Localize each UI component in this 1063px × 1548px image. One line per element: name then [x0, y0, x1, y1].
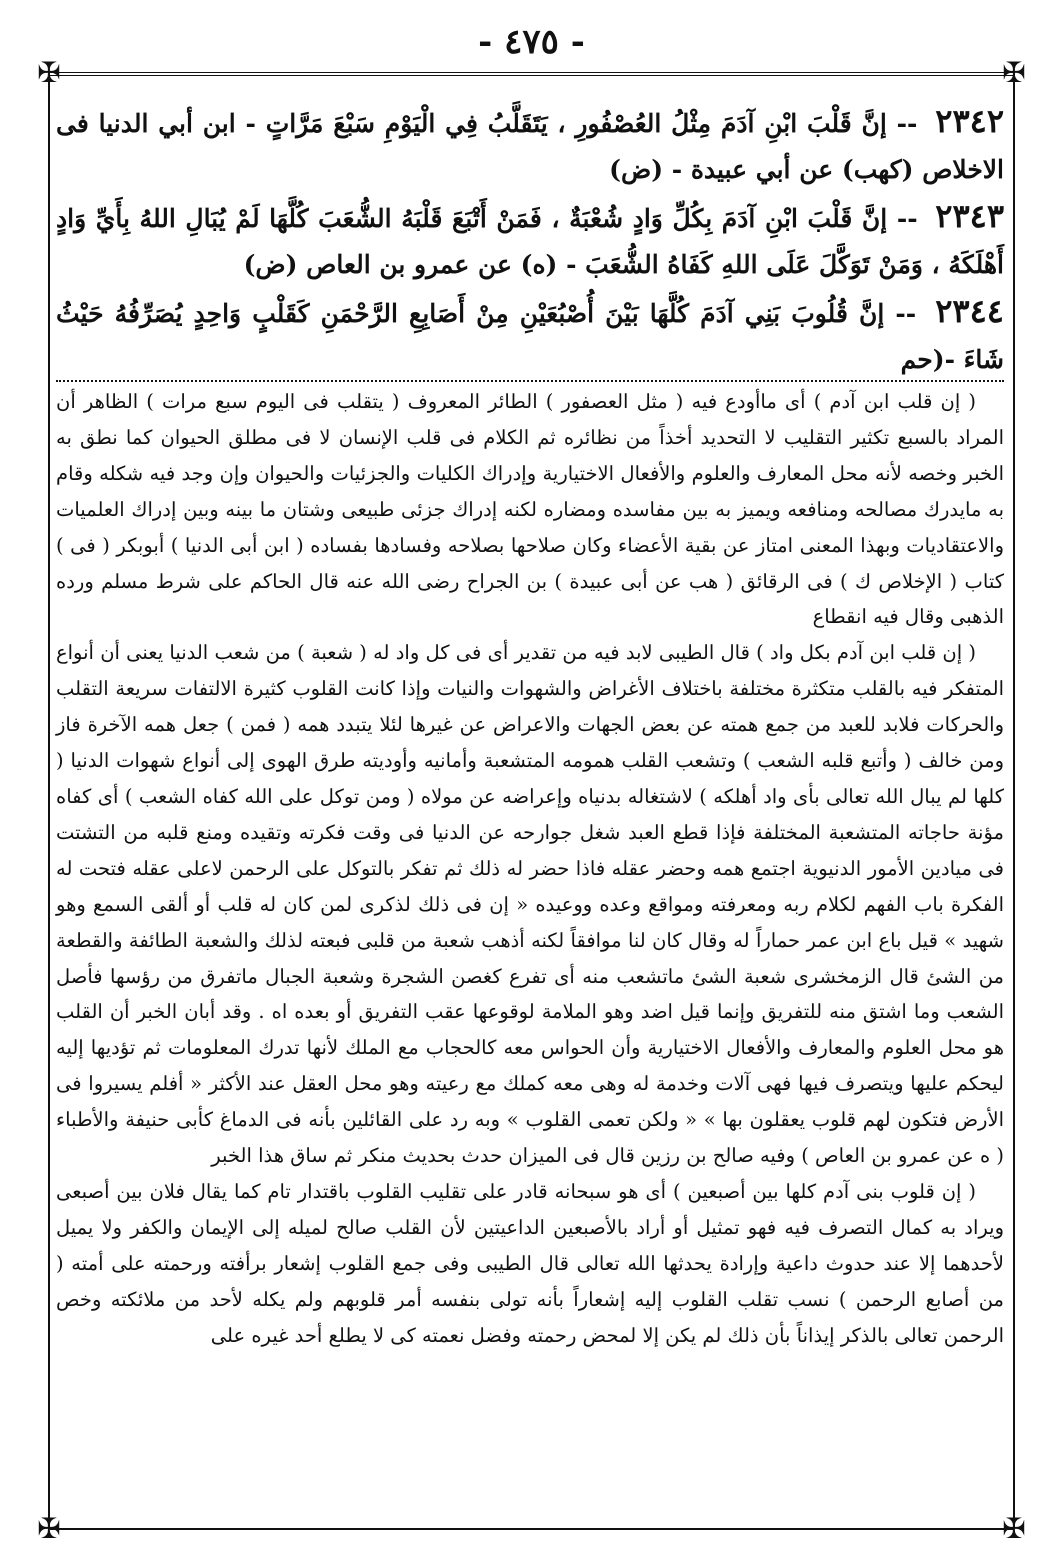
hadith-number: ٢٣٤٢ [935, 102, 1004, 140]
commentary [56, 384, 1004, 1353]
hadith-entry [56, 288, 1004, 383]
corner-ornament-icon: ✠ [1002, 56, 1026, 89]
hadith-text: -- إنَّ قَلْبَ ابْنِ آدَمَ مِثْلُ العُصْفُورِ ، يَتَقَلَّبُ فِي الْيَوْمِ سَبْعَ مَرَّاتٍ - ابن أبي الدنيا فى الاخلاص (كهب) عن أبي عبيدة - (ض) [56, 109, 1004, 184]
hadith-number: ٢٣٤٣ [935, 197, 1004, 235]
commentary-paragraph: ( إن قلب ابن آدم بكل واد ) قال الطيبى لابد فيه من تقدير أى فى كل واد له ( شعبة ) من شعب الدنيا يعنى أن أنواع المتفكر فيه بالقلب متكثرة مختلفة باختلاف الأغراض والشهوات والنيات وإذا كانت القلوب كثيرة الالتفات سريعة التقلب والحركات فلابد للعبد من جمع همته عن بعض الجهات والاعراض عن غيرها لئلا يتبدد همه ( فمن ) جعل همه الآخرة فاز ومن خالف ( وأتبع قلبه الشعب ) وتشعب القلب همومه المتشعبة وأمانيه وأوديته طرق الهوى إلى أنواع شهوات الدنيا ( كلها لم يبال الله تعالى بأى واد أهلكه ) لاشتغاله بدنياه وإعراضه عن مولاه ( ومن توكل على الله كفاه الشعب ) أى كفاه مؤنة حاجاته المتشعبة المختلفة فإذا قطع العبد شغل جوارحه عن الدنيا فى وقت فكرته وتقيده ومنع قلبه من التشتت فى ميادين الأمور الدنيوية اجتمع همه وحضر عقله فاذا حضر له ذلك ثم تفكر بالتوكل على الرحمن لاعلى عقله فتحت له الفكرة باب الفهم لكلام ربه ومعرفته ومواقع وعده ووعيده « إن فى ذلك لذكرى لمن كان له قلب أو ألقى السمع وهو شهيد » قيل باع ابن عمر حماراً له وقال كان لنا موافقاً لكنه أذهب شعبة من قلبى فبعته لذلك والشعبة الطائفة والقطعة من الشئ قال الزمخشرى شعبة الشئ ماتشعب منه أى تفرع كغصن الشجرة وشعبة الجبال ماتفرق من رؤسها فأصل الشعب وما اشتق منه للتفريق وإنما قيل اضد وهو الملامة لوقوعها عقب التفريق أو بعده اه . وقد أبان الخبر أن القلب هو محل العلوم والمعارف والأفعال الاختيارية وأن الحواس معه كالحجاب مع الملك لأنها تدرك المعلومات ثم تؤديها إليه ليحكم عليها ويتصرف فيها فهى آلات وخدمة له وهى معه كملك مع رعيته وهو محل العقل عند الأكثر « أفلم يسيروا فى الأرض فتكون لهم قلوب يعقلون بها » « ولكن تعمى القلوب » وبه رد على القائلين بأنه فى الدماغ كأبى حنيفة والأطباء ( ه عن عمرو بن العاص ) وفيه صالح بن رزين قال فى الميزان حدث بحديث منكر ثم ساق هذا الخبر [56, 641, 1004, 1168]
corner-ornament-icon: ✠ [1002, 1512, 1026, 1545]
top-border [50, 72, 1013, 76]
hadith-text: -- إنَّ قَلْبَ ابْنِ آدَمَ بِكُلِّ وَادٍ شُعْبَةٌ ، فَمَنْ أَتْبَعَ قَلْبَهُ الشُّعَبَ كُلَّهَا لَمْ يُبَالِ اللهُ بِأَيِّ وَادٍ أَهْلَكَهُ ، وَمَنْ تَوَكَّلَ عَلَى اللهِ كَفَاهُ الشُّعَبَ - (ه) عن عمرو بن العاص (ض) [56, 204, 1004, 279]
corner-ornament-icon: ✠ [37, 1512, 61, 1545]
bottom-border [50, 1528, 1013, 1530]
page-number: - ٤٧٥ - [478, 22, 585, 62]
commentary-paragraph: ( إن قلوب بنى آدم كلها بين أصبعين ) أى هو سبحانه قادر على تقليب القلوب باقتدار تام كما يقال فلان بين أصبعى ويراد به كمال التصرف فيه فهو تمثيل أو أراد بالأصبعين الداعيتين لأن القلب صالح لميله إلى الإيمان والكفر ولا يميل لأحدهما إلا عند حدوث داعية وإرادة يحدثها الله تعالى قال الطيبى وفى جمع القلوب إشعار برأفته ورحمته على أمته ( من أصابع الرحمن ) نسب تقلب القلوب إليه إشعاراً بأنه تولى بنفسه أمر قلوبهم ولم يكله لأحد من ملائكته وخص الرحمن تعالى بالذكر إيذاناً بأن ذلك لم يكن إلا لمحض رحمته وفضل نعمته كى لا يطلع أحد غيره على [56, 1179, 1005, 1347]
commentary-paragraph: ( إن قلب ابن آدم ) أى ماأودع فيه ( مثل العصفور ) الطائر المعروف ( يتقلب فى اليوم سبع مرات ) الظاهر أن المراد بالسبع تكثير التقليب لا التحديد أخذاً من نظائره ثم الكلام فى قلب الإنسان لا فى مطلق الحيوان كما نطق به الخبر وخصه لأنه محل المعارف والعلوم والأفعال الاختيارية وإدراك الكليات والجزئيات والحيوان وإن وجد فيه شكله وقام به مايدرك مصالحه ومنافعه ويميز به بين مفاسده ومضاره لكنه إدراك جزئى طبيعى وشتان ما بينه وبين إدراك العلميات والاعتقاديات وبهذا المعنى امتاز عن بقية الأعضاء وكان صلاحها بصلاحه وفسادها بفساده ( ابن أبى الدنيا ) أبوبكر ( فى ) كتاب ( الإخلاص ك ) فى الرقائق ( هب عن أبى عبيدة ) بن الجراح رضى الله عنه قال الحاكم على شرط مسلم ورده الذهبى وقال فيه انقطاع [56, 390, 1004, 629]
section-divider [56, 380, 1004, 382]
right-border [1013, 72, 1015, 1528]
hadith-entry [56, 193, 1004, 288]
hadith-entry [56, 98, 1004, 193]
left-border [48, 72, 50, 1528]
hadith-number: ٢٣٤٤ [935, 292, 1004, 330]
corner-ornament-icon: ✠ [37, 56, 61, 89]
hadith-texts [56, 98, 1004, 383]
hadith-text: -- إنَّ قُلُوبَ بَنِي آدَمَ كُلَّهَا بَيْنَ أُصْبُعَيْنِ مِنْ أَصَابِعِ الرَّحْمَنِ كَقَلْبٍ وَاحِدٍ يُصَرِّفُهُ حَيْثُ شَاءَ -(حم [56, 299, 1004, 374]
